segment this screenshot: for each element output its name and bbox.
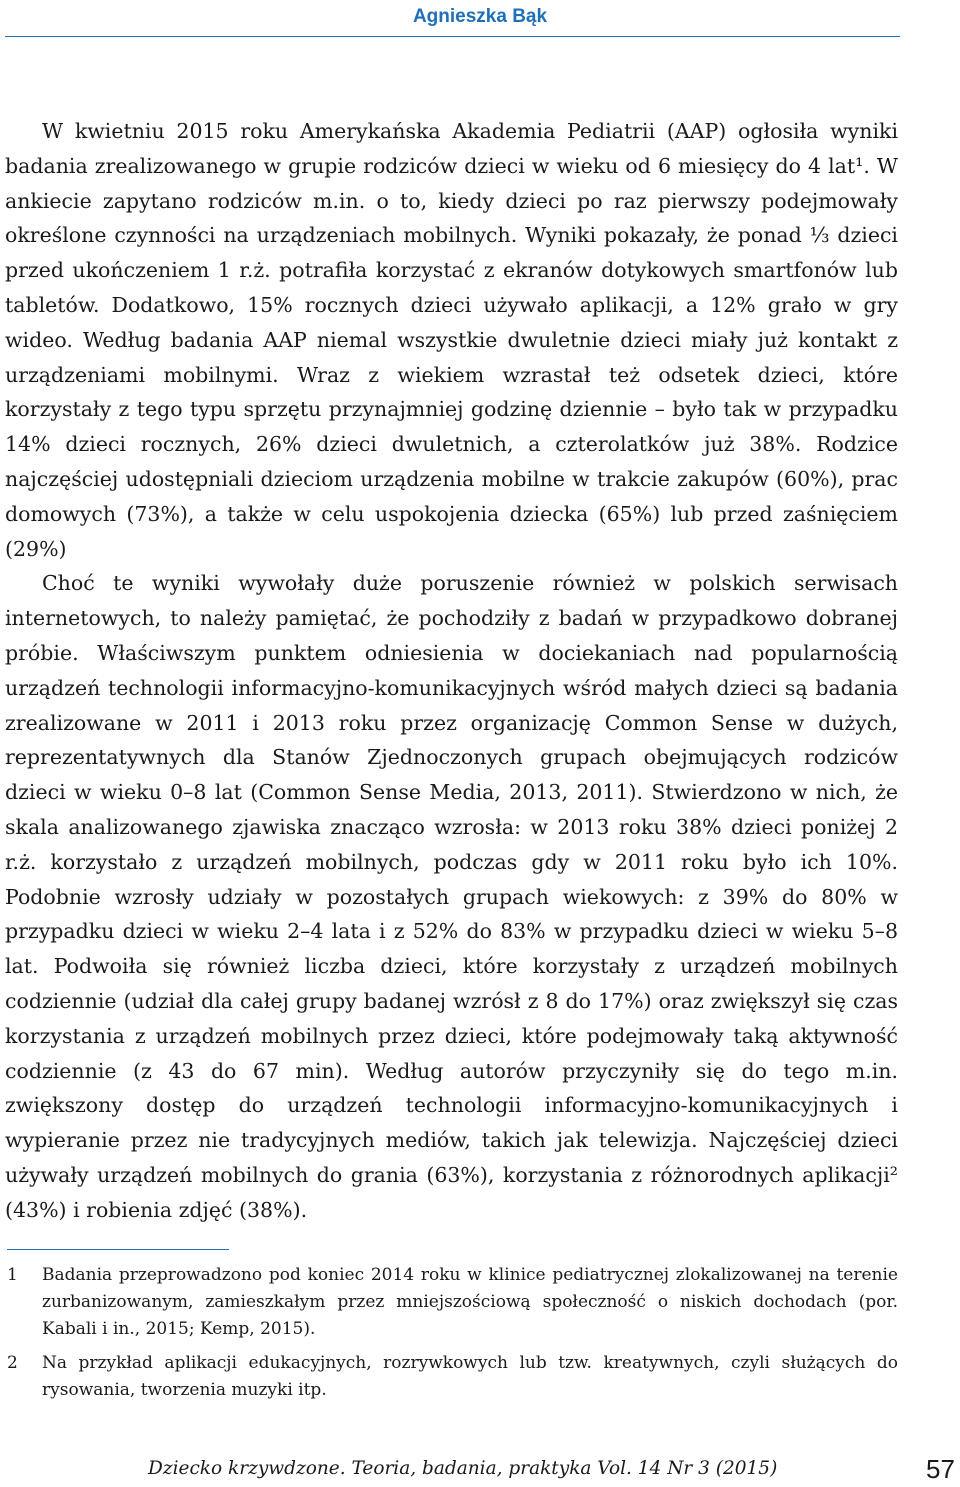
page-number: 57: [926, 1454, 955, 1484]
author-name: Agnieszka Bąk: [412, 6, 548, 27]
footnote: [7, 1262, 898, 1343]
paragraph: W kwietniu 2015 roku Amerykańska Akademia Pediatrii (AAP) ogłosiła wyniki badania zrealizowanego w grupie rodziców dzieci w wieku od 6 miesięcy do 4 lat¹. W ankiecie zapytano rodziców m.in. o to, kiedy dzieci po raz pierwszy podejmowały określone czynności na urządzeniach mobilnych. Wyniki pokazały, że ponad ⅓ dzieci przed ukończeniem 1 r.ż. potrafiła korzystać z ekranów dotykowych smartfonów lub tabletów. Dodatkowo, 15% rocznych dzieci używało aplikacji, a 12% grało w gry wideo. Według badania AAP niemal wszystkie dwuletnie dzieci miały już kontakt z urządzeniami mobilnymi. Wraz z wiekiem wzrastał też odsetek dzieci, które korzystały z tego typu sprzętu przynajmniej godzinę dziennie – było tak w przypadku 14% dzieci rocznych, 26% dzieci dwuletnich, a czterolatków już 38%. Rodzice najczęściej udostępniali dzieciom urządzenia mobilne w trakcie zakupów (60%), prac domowych (73%), a także w celu uspokojenia dziecka (65%) lub przed zaśnięciem (29%): [5, 119, 898, 561]
paragraph: Choć te wyniki wywołały duże poruszenie również w polskich serwisach internetowych, to należy pamiętać, że pochodziły z badań w przypadkowo dobranej próbie. Właściwszym punktem odniesienia w dociekaniach nad popularnością urządzeń technologii informacyjno-komunikacyjnych wśród małych dzieci są badania zrealizowane w 2011 i 2013 roku przez organizację Common Sense w dużych, reprezentatywnych dla Stanów Zjednoczonych grupach obejmujących rodziców dzieci w wieku 0–8 lat (Common Sense Media, 2013, 2011). Stwierdzono w nich, że skala analizowanego zjawiska znacząco wzrosła: w 2013 roku 38% dzieci poniżej 2 r.ż. korzystało z urządzeń mobilnych, podczas gdy w 2011 roku było ich 10%. Podobnie wzrosły udziały w pozostałych grupach wiekowych: z 39% do 80% w przypadku dzieci w wieku 2–4 lata i z 52% do 83% w przypadku dzieci w wieku 5–8 lat. Podwoiła się również liczba dzieci, które korzystały z urządzeń mobilnych codziennie (udział dla całej grupy badanej wzrósł z 8 do 17%) oraz zwiększył się czas korzystania z urządzeń mobilnych przez dzieci, które podejmowały taką aktywność codziennie (z 43 do 67 min). Według autorów przyczyniły się do tego m.in. zwiększony dostęp do urządzeń technologii informacyjno-komunikacyjnych i wypieranie przez nie tradycyjnych mediów, takich jak telewizja. Najczęściej dzieci używały urządzeń mobilnych do grania (63%), korzystania z różnorodnych aplikacji² (43%) i robienia zdjęć (38%).: [5, 571, 898, 1222]
footnote-number: 1: [7, 1265, 18, 1285]
footnote-rule: [7, 1249, 229, 1250]
footnote-text: Badania przeprowadzono pod koniec 2014 roku w klinice pediatrycznej zlokalizowanej na terenie zurbanizowanym, zamieszkałym przez mniejszościową społeczność o niskich dochodach (por. Kabali i in., 2015; Kemp, 2015).: [42, 1265, 898, 1339]
page-header: [0, 0, 960, 40]
header-rule: [5, 36, 900, 37]
main-text: [5, 114, 898, 1228]
footnote-text: Na przykład aplikacji edukacyjnych, rozrywkowych lub tzw. kreatywnych, czyli służących do rysowania, tworzenia muzyki itp.: [42, 1353, 898, 1400]
footnote-number: 2: [7, 1353, 18, 1373]
journal-title: Dziecko krzywdzone. Teoria, badania, praktyka Vol. 14 Nr 3 (2015): [148, 1458, 778, 1479]
footnote: [7, 1350, 898, 1404]
footnotes: [7, 1262, 898, 1411]
